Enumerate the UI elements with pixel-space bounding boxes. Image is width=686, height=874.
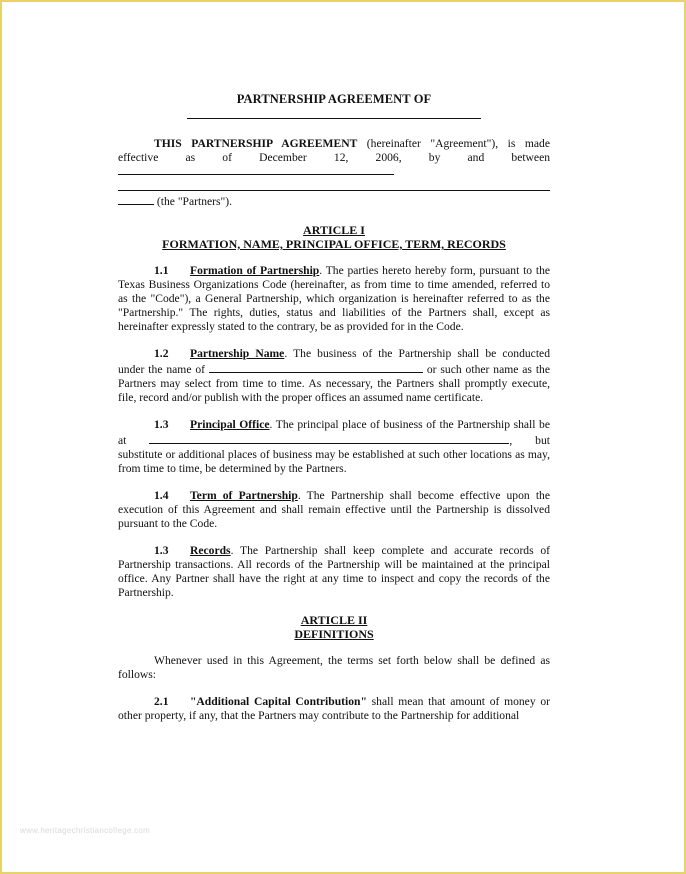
partnership-name-blank xyxy=(209,361,423,373)
section-heading: Formation of Partnership xyxy=(190,264,320,277)
article-2-heading: ARTICLE II xyxy=(300,613,368,627)
section-text: or such other name as the Partners may select from time to time. As necessary, the Partners shall promptly execute, file, record and/or publish with the proper offices an assumed name certificate. xyxy=(118,363,550,404)
section-number: 1.3 xyxy=(154,544,169,557)
section-number: 1.1 xyxy=(154,264,169,277)
section-1-3-records xyxy=(118,544,550,600)
article-2-intro-text: Whenever used in this Agreement, the terms set forth below shall be defined as follows: xyxy=(118,654,550,681)
section-heading: Records xyxy=(190,544,231,557)
article-1-heading: ARTICLE I xyxy=(303,223,365,237)
section-text: . The business of the Partnership shall be conducted under the name of xyxy=(118,347,550,376)
section-1-1 xyxy=(118,264,550,334)
intro-lead-rest: (hereinafter "Agreement"), is made xyxy=(357,137,550,150)
section-number: 1.2 xyxy=(154,347,169,360)
section-heading: Principal Office xyxy=(190,418,270,431)
watermark-text: www.heritagechristiancollege.com xyxy=(20,826,151,835)
intro-word: effective xyxy=(118,151,159,164)
document-page xyxy=(118,92,550,723)
section-2-1 xyxy=(118,695,550,723)
intro-word: 12, xyxy=(333,151,349,164)
section-heading: Partnership Name xyxy=(190,347,285,360)
intro-word: 2006, xyxy=(375,151,402,164)
section-number: 1.3 xyxy=(154,418,169,431)
article-1-subheading: FORMATION, NAME, PRINCIPAL OFFICE, TERM, RECORDS xyxy=(162,237,506,251)
section-1-3-office xyxy=(118,418,550,476)
defined-term: "Additional Capital Contribution" xyxy=(190,695,367,708)
section-text: , but substitute or additional places of business may be established at such other locations as may, from time to time, be determined by the Partners. xyxy=(118,434,550,475)
document-title: PARTNERSHIP AGREEMENT OF xyxy=(236,92,432,106)
intro-word: of xyxy=(222,151,232,164)
intro-word: as xyxy=(185,151,196,164)
section-text: . The Partnership shall keep complete and accurate records of Partnership transactions. All records of the Partnership will be maintained at the principal office. Any Partner shall have the right at any time to inspect and copy the records of the Partnership. xyxy=(118,544,550,599)
intro-word: between xyxy=(511,151,551,164)
section-text: . The parties hereto hereby form, pursuant to the Texas Business Organizations Code (hereinafter, as from time to time amended, referred to as the "Code"), a General Partnership, which organization is hereinafter referred to as the "Partnership." The rights, duties, status and liabilities of the Partners shall, except as hereinafter expressly stated to the contrary, be as provided for in the Code. xyxy=(118,264,551,333)
partners-label: (the "Partners"). xyxy=(156,195,233,208)
partner-blank-line-1 xyxy=(118,165,394,175)
partner-blank-line-2 xyxy=(118,179,550,191)
intro-word: by xyxy=(428,151,441,164)
section-number: 1.4 xyxy=(154,489,169,502)
section-number: 2.1 xyxy=(154,695,169,708)
article-2-intro xyxy=(118,654,550,682)
intro-word: and xyxy=(467,151,485,164)
section-heading: Term of Partnership xyxy=(190,489,298,502)
article-2-subheading: DEFINITIONS xyxy=(294,627,374,641)
intro-lead-bold: THIS PARTNERSHIP AGREEMENT xyxy=(154,137,358,150)
section-text: shall mean that amount of money or other property, if any, that the Partners may contribute to the Partnership for additional xyxy=(118,695,550,722)
section-text: . The principal place of business of the Partnership shall be at xyxy=(118,418,550,447)
intro-line-1 xyxy=(118,137,550,151)
intro-line-2 xyxy=(118,151,550,165)
partner-blank-short xyxy=(118,193,154,205)
principal-office-blank xyxy=(149,432,509,444)
title-blank-line xyxy=(187,118,481,119)
section-text: . The Partnership shall become effective upon the execution of this Agreement and shall remain effective until the Partnership is dissolved pursuant to the Code. xyxy=(118,489,550,530)
section-1-2 xyxy=(118,347,550,405)
intro-word: December xyxy=(259,151,307,164)
partners-line xyxy=(118,193,550,209)
section-1-4 xyxy=(118,489,550,531)
